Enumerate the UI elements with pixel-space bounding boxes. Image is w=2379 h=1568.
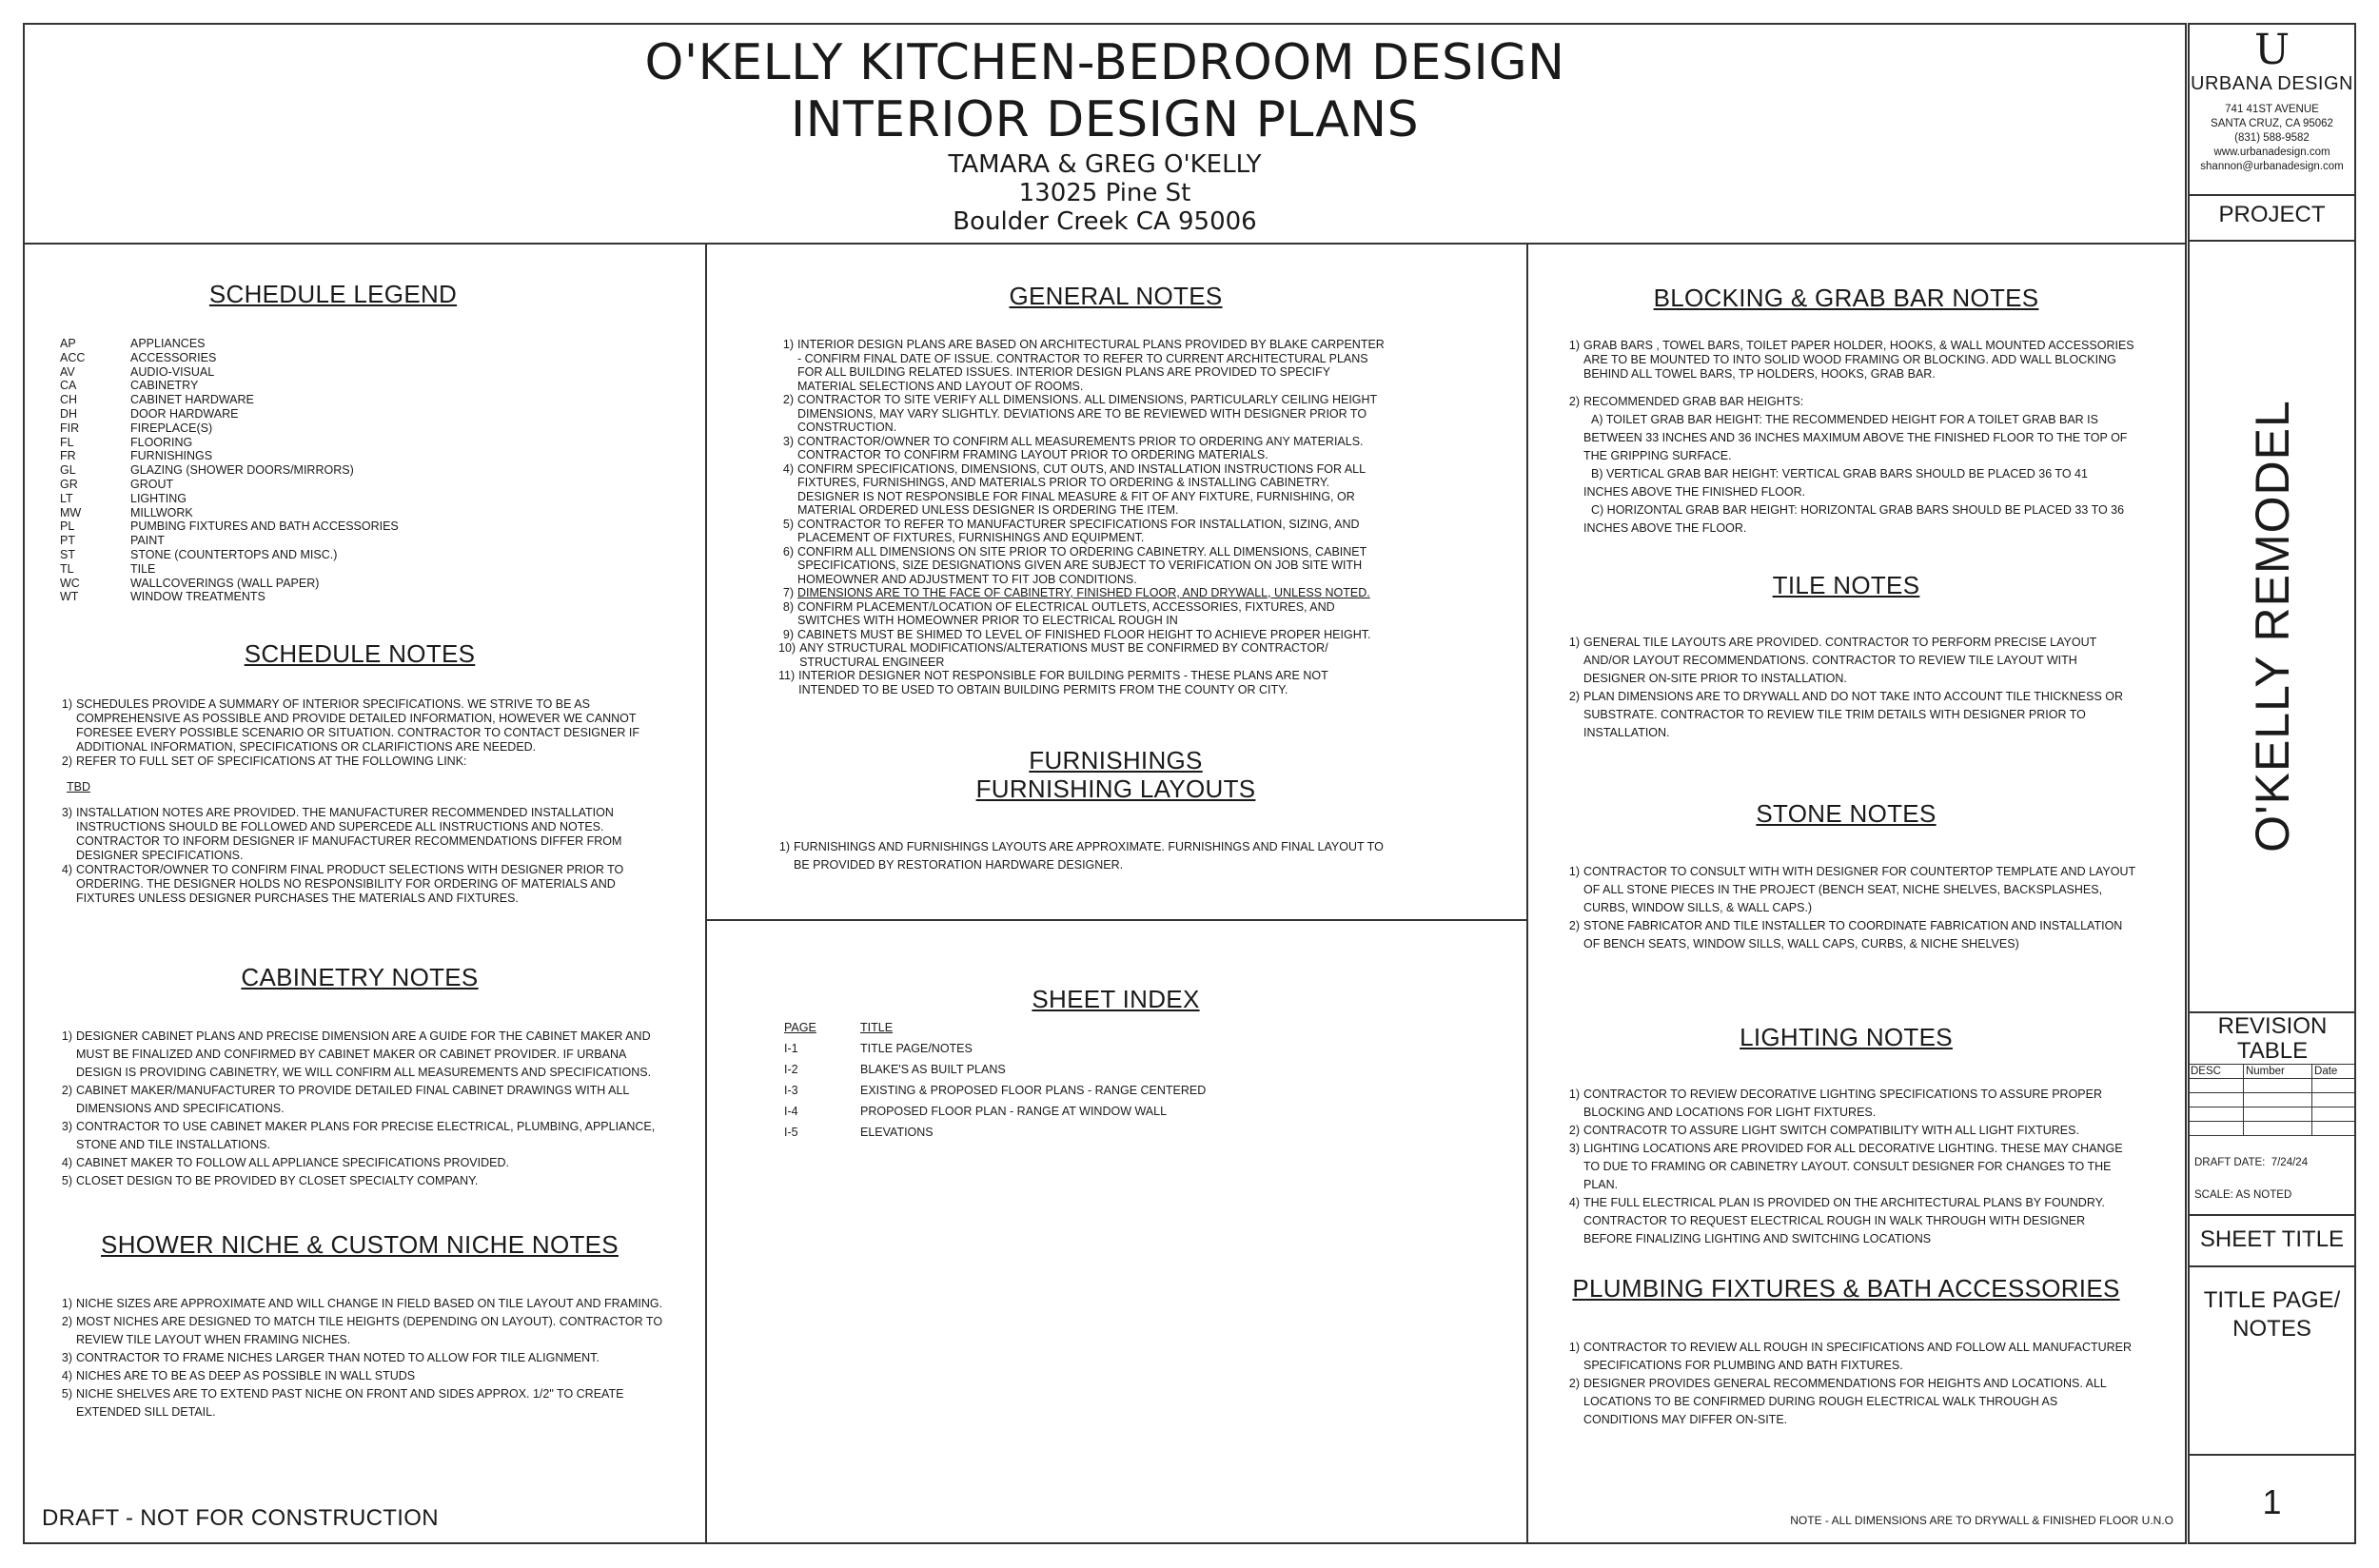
list-item: 5) CONTRACTOR TO REFER TO MANUFACTURER SPECIFICATIONS FOR INSTALLATION, SIZING, AND PLACEMENT OF FIXTURES, FURNISHINGS AND EQUIPMENT. bbox=[782, 517, 1360, 544]
tb-divider-project bbox=[2188, 194, 2356, 196]
client-street: 13025 Pine St bbox=[1018, 179, 1191, 207]
legend-row: TL TILE bbox=[60, 561, 156, 576]
project-title: O'KELLY KITCHEN-BEDROOM DESIGN bbox=[644, 34, 1565, 91]
list-item: 2) CABINET MAKER/MANUFACTURER TO PROVIDE DETAILED FINAL CABINET DRAWINGS WITH ALL DIMENSIONS AND SPECIFICATIONS. bbox=[61, 1084, 629, 1115]
blocking-notes bbox=[1564, 339, 2135, 538]
list-item: 4) CONFIRM SPECIFICATIONS, DIMENSIONS, CUT OUTS, AND INSTALLATION INSTRUCTIONS FOR ALL FIXTURES, FURNISHINGS, AND MATERIALS PRIOR TO ORDERING & INSTALLING CABINETRY. DESIGNER IS NOT RESPONSIBLE FOR FINAL MEASURE & FIT OF ANY FIXTURE, FURNISHING, OR MATERIAL ORDERED UNLESS DESIGNER IS ORDERING THE ITEM. bbox=[782, 461, 1366, 517]
list-item: 5) NICHE SHELVES ARE TO EXTEND PAST NICHE ON FRONT AND SIDES APPROX. 1/2" TO CREATE EXTENDED SILL DETAIL. bbox=[61, 1387, 624, 1419]
legend-row: PT PAINT bbox=[60, 534, 165, 548]
draft-date: DRAFT DATE: 7/24/24 bbox=[2194, 1157, 2309, 1168]
legend-row: CH CABINET HARDWARE bbox=[60, 393, 254, 407]
column-divider-2 bbox=[1526, 243, 1528, 1544]
draft-notice: DRAFT - NOT FOR CONSTRUCTION bbox=[42, 1505, 439, 1531]
legend-row: DH DOOR HARDWARE bbox=[60, 406, 239, 421]
list-item: 10) ANY STRUCTURAL MODIFICATIONS/ALTERATIONS MUST BE CONFIRMED BY CONTRACTOR/ STRUCTURAL ENGINEER bbox=[778, 641, 1328, 669]
tb-divider-sheet-number bbox=[2188, 1454, 2356, 1456]
list-item: 1) DESIGNER CABINET PLANS AND PRECISE DIMENSION ARE A GUIDE FOR THE CABINET MAKER AND MUST BE FINALIZED AND CONFIRMED BY CABINET MAKER OR CABINET PROVIDER. IF URBANA DESIGN IS PROVIDING CABINETRY, WE WILL CONFIRM ALL MEASUREMENTS AND SPECIFICATIONS. bbox=[61, 1029, 652, 1079]
list-item: 2) CONTRACOTR TO ASSURE LIGHT SWITCH COMPATIBILITY WITH ALL LIGHT FIXTURES. bbox=[1568, 1124, 2079, 1137]
sheet-number: 1 bbox=[2262, 1482, 2282, 1521]
list-item: 1) CONTRACTOR TO CONSULT WITH WITH DESIGNER FOR COUNTERTOP TEMPLATE AND LAYOUT OF ALL STONE PIECES IN THE PROJECT (BENCH SEAT, NICHE SHELVES, BACKSPLASHES, CURBS, WINDOW SILLS, & WALL CAPS.) bbox=[1568, 865, 2135, 914]
legend-row: FL FLOORING bbox=[60, 435, 193, 449]
schedule-legend bbox=[60, 337, 631, 604]
list-item: 3) CONTRACTOR TO FRAME NICHES LARGER THAN NOTED TO ALLOW FOR TILE ALIGNMENT. bbox=[61, 1351, 600, 1364]
revision-title: REVISION TABLE bbox=[2217, 1013, 2328, 1064]
list-item: 1) NICHE SIZES ARE APPROXIMATE AND WILL CHANGE IN FIELD BASED ON TILE LAYOUT AND FRAMING. bbox=[61, 1297, 663, 1310]
plumbing-notes-heading: PLUMBING FIXTURES & BATH ACCESSORIES bbox=[1572, 1274, 2120, 1303]
legend-row: FR FURNISHINGS bbox=[60, 449, 213, 463]
scale: SCALE: AS NOTED bbox=[2194, 1189, 2292, 1201]
general-notes bbox=[778, 338, 1387, 696]
blocking-notes-heading: BLOCKING & GRAB BAR NOTES bbox=[1653, 284, 2039, 312]
list-item: 4) CONTRACTOR/OWNER TO CONFIRM FINAL PRODUCT SELECTIONS WITH DESIGNER PRIOR TO ORDERING. THE DESIGNER HOLDS NO RESPONSIBILITY FOR ORDERING OF MATERIALS AND FIXTURES UNLESS DESIGNER PURCHASES THE MATERIALS AND FIXTURES. bbox=[61, 863, 624, 905]
sheet-index-heading: SHEET INDEX bbox=[1032, 985, 1200, 1013]
firm-email[interactable]: shannon@urbanadesign.com bbox=[2200, 161, 2344, 172]
project-label: PROJECT bbox=[2218, 202, 2326, 227]
legend-row: AV AUDIO-VISUAL bbox=[60, 364, 215, 379]
list-item: 2) REFER TO FULL SET OF SPECIFICATIONS AT THE FOLLOWING LINK: bbox=[61, 755, 467, 768]
rev-header-number: Number bbox=[2243, 1065, 2311, 1079]
client-city: Boulder Creek CA 95006 bbox=[953, 207, 1257, 236]
sheet-index-header: PAGE TITLE bbox=[784, 1021, 894, 1034]
schedule-notes bbox=[57, 697, 666, 906]
legend-row: AP APPLIANCES bbox=[60, 337, 206, 350]
legend-row: FIR FIREPLACE(S) bbox=[60, 421, 213, 435]
firm-web[interactable]: www.urbanadesign.com bbox=[2213, 147, 2330, 158]
project-subtitle: INTERIOR DESIGN PLANS bbox=[790, 91, 1420, 148]
legend-row: ST STONE (COUNTERTOPS AND MISC.) bbox=[60, 547, 338, 561]
schedule-legend-heading: SCHEDULE LEGEND bbox=[208, 280, 458, 308]
legend-row: WT WINDOW TREATMENTS bbox=[60, 590, 265, 604]
firm-block bbox=[2188, 26, 2356, 174]
niche-notes-heading: SHOWER NICHE & CUSTOM NICHE NOTES bbox=[101, 1230, 619, 1259]
sheet-index-row: I-5 ELEVATIONS bbox=[784, 1126, 934, 1139]
firm-phone: (831) 588-9582 bbox=[2234, 132, 2310, 144]
firm-name: URBANA DESIGN bbox=[2191, 73, 2353, 94]
list-item: 2) RECOMMENDED GRAB BAR HEIGHTS: A) TOILET GRAB BAR HEIGHT: THE RECOMMENDED HEIGHT FOR A TOILET GRAB BAR IS BETWEEN 33 INCHES AND 36 INCHES MAXIMUM ABOVE THE FINISHED FLOOR TO THE TOP OF THE GRIPPING SURFACE. B) VERTICAL GRAB BAR HEIGHT: VERTICAL GRAB BARS SHOULD BE PLACED 36 TO 41 INCHES ABOVE THE FINISHED FLOOR. C) HORIZONTAL GRAB BAR HEIGHT: HORIZONTAL GRAB BARS SHOULD BE PLACED 33 TO 36 INCHES ABOVE THE FLOOR. bbox=[1568, 395, 2128, 535]
project-name: O'KELLY REMODEL bbox=[2245, 399, 2299, 853]
list-item: 2) DESIGNER PROVIDES GENERAL RECOMMENDATIONS FOR HEIGHTS AND LOCATIONS. ALL LOCATIONS TO BE CONFIRMED DURING ROUGH ELECTRICAL WALK THROUGH AS CONDITIONS MAY DIFFER ON-SITE. bbox=[1568, 1377, 2107, 1426]
lighting-notes bbox=[1564, 1086, 2135, 1248]
legend-row: MW MILLWORK bbox=[60, 505, 193, 519]
niche-notes bbox=[57, 1295, 666, 1421]
middle-divider bbox=[705, 919, 1526, 921]
dimension-note: NOTE - ALL DIMENSIONS ARE TO DRYWALL & FINISHED FLOOR U.N.O bbox=[1790, 1514, 2173, 1527]
list-item: 11) INTERIOR DESIGNER NOT RESPONSIBLE FOR BUILDING PERMITS - THESE PLANS ARE NOT INTENDED TO BE USED TO OBTAIN BUILDING PERMITS FROM THE COUNTY OR CITY. bbox=[778, 669, 1328, 696]
tb-divider-sheet-title-bottom bbox=[2188, 1265, 2356, 1267]
schedule-notes-heading: SCHEDULE NOTES bbox=[244, 639, 476, 668]
list-item: 9) CABINETS MUST BE SHIMED TO LEVEL OF FINISHED FLOOR HEIGHT TO ACHIEVE PROPER HEIGHT. bbox=[782, 627, 1371, 641]
list-item: 3) CONTRACTOR/OWNER TO CONFIRM ALL MEASUREMENTS PRIOR TO ORDERING ANY MATERIALS. CONTRACTOR TO CONFIRM FRAMING LAYOUT PRIOR TO ORDERING MATERIALS. bbox=[782, 434, 1364, 461]
furnishings-heading: FURNISHINGS FURNISHING LAYOUTS bbox=[975, 746, 1256, 803]
list-item: 2) CONTRACTOR TO SITE VERIFY ALL DIMENSIONS. ALL DIMENSIONS, PARTICULARLY CEILING HEIGHT DIMENSIONS, MAY VARY SLIGHTLY. DEVIATIONS ARE TO BE REVIEWED WITH DESIGNER PRIOR TO CONSTRUCTION. bbox=[782, 393, 1377, 434]
list-item: 2) PLAN DIMENSIONS ARE TO DRYWALL AND DO NOT TAKE INTO ACCOUNT TILE THICKNESS OR SUBSTRATE. CONTRACTOR TO REVIEW TILE TRIM DETAILS WITH DESIGNER PRIOR TO INSTALLATION. bbox=[1568, 690, 2124, 739]
header bbox=[23, 34, 2187, 236]
list-item: 3) LIGHTING LOCATIONS ARE PROVIDED FOR ALL DECORATIVE LIGHTING. THESE MAY CHANGE TO DUE TO FRAMING OR CABINETRY LAYOUT. CONSULT DESIGNER FOR CHANGES TO THE PLAN. bbox=[1568, 1142, 2123, 1191]
plumbing-notes bbox=[1564, 1339, 2135, 1429]
stone-notes-heading: STONE NOTES bbox=[1756, 799, 1937, 828]
stone-notes bbox=[1564, 863, 2135, 953]
sheet-index bbox=[784, 1017, 1355, 1143]
cabinetry-notes-heading: CABINETRY NOTES bbox=[241, 963, 479, 991]
list-item: 1) CONTRACTOR TO REVIEW ALL ROUGH IN SPECIFICATIONS AND FOLLOW ALL MANUFACTURER SPECIFICATIONS FOR PLUMBING AND BATH FIXTURES. bbox=[1568, 1341, 2133, 1372]
general-notes-heading: GENERAL NOTES bbox=[1009, 282, 1223, 310]
legend-row: LT LIGHTING bbox=[60, 491, 187, 505]
list-item: 1) GRAB BARS , TOWEL BARS, TOILET PAPER HOLDER, HOOKS, & WALL MOUNTED ACCESSORIES ARE TO BE MOUNTED TO INTO SOLID WOOD FRAMING OR BLOCKING. ADD WALL BLOCKING BEHIND ALL TOWEL BARS, TP HOLDERS, HOOKS, GRAB BAR. bbox=[1568, 339, 2134, 381]
list-item: 1) INTERIOR DESIGN PLANS ARE BASED ON ARCHITECTURAL PLANS PROVIDED BY BLAKE CARPENTER - CONFIRM FINAL DATE OF ISSUE. CONTRACTOR TO REFER TO CURRENT ARCHITECTURAL PLANS FOR ALL BUILDING RELATED ISSUES. INTERIOR DESIGN PLANS ARE PROVIDED TO SPECIFY MATERIAL SELECTIONS AND LAYOUT OF ROOMS. bbox=[782, 338, 1385, 393]
firm-address1: 741 41ST AVENUE bbox=[2225, 104, 2319, 115]
rev-header-desc: DESC bbox=[2189, 1065, 2244, 1079]
legend-row: CA CABINETRY bbox=[60, 379, 199, 393]
sheet-index-row: I-1 TITLE PAGE/NOTES bbox=[784, 1042, 973, 1055]
client-names: TAMARA & GREG O'KELLY bbox=[948, 150, 1262, 179]
cabinetry-notes bbox=[57, 1028, 666, 1190]
furnishings-notes bbox=[775, 838, 1393, 874]
column-divider-1 bbox=[705, 243, 707, 1544]
list-item: 4) THE FULL ELECTRICAL PLAN IS PROVIDED ON THE ARCHITECTURAL PLANS BY FOUNDRY. CONTRACTOR TO REQUEST ELECTRICAL ROUGH IN WALK THROUGH WITH DESIGNER BEFORE FINALIZING LIGHTING AND SWITCHING LOCATIONS bbox=[1568, 1196, 2105, 1245]
list-item: 3) INSTALLATION NOTES ARE PROVIDED. THE MANUFACTURER RECOMMENDED INSTALLATION INSTRUCTIONS SHOULD BE FOLLOWED AND SUPERCEDE ALL INSTRUCTIONS AND NOTES. CONTRACTOR TO INFORM DESIGNER IF MANUFACTURER RECOMMENDATIONS DIFFER FROM DESIGNER SPECIFICATIONS. bbox=[61, 806, 622, 862]
firm-address2: SANTA CRUZ, CA 95062 bbox=[2211, 118, 2333, 129]
list-item: 6) CONFIRM ALL DIMENSIONS ON SITE PRIOR TO ORDERING CABINETRY. ALL DIMENSIONS, CABINET SPECIFICATIONS, SIZE DESIGNATIONS GIVEN ARE SUBJECT TO VERIFICATION ON JOB SITE WITH HOMEOWNER AND ADJUSTMENT TO FIT JOB CONDITIONS. bbox=[782, 544, 1367, 586]
list-item: 4) CABINET MAKER TO FOLLOW ALL APPLIANCE SPECIFICATIONS PROVIDED. bbox=[61, 1156, 509, 1169]
list-item: 7) DIMENSIONS ARE TO THE FACE OF CABINETRY, FINISHED FLOOR, AND DRYWALL, UNLESS NOTED. bbox=[782, 586, 1370, 599]
lighting-notes-heading: LIGHTING NOTES bbox=[1740, 1023, 1953, 1051]
list-item: 3) CONTRACTOR TO USE CABINET MAKER PLANS FOR PRECISE ELECTRICAL, PLUMBING, APPLIANCE, STONE AND TILE INSTALLATIONS. bbox=[61, 1120, 656, 1151]
tile-notes bbox=[1564, 634, 2135, 742]
list-item: 2) STONE FABRICATOR AND TILE INSTALLER TO COORDINATE FABRICATION AND INSTALLATION OF BENCH SEATS, WINDOW SILLS, WALL CAPS, CURBS, & NICHE SHELVES) bbox=[1568, 919, 2123, 951]
header-divider bbox=[23, 243, 2187, 245]
list-item: 1) FURNISHINGS AND FURNISHINGS LAYOUTS ARE APPROXIMATE. FURNISHINGS AND FINAL LAYOUT TO BE PROVIDED BY RESTORATION HARDWARE DESIGNER. bbox=[778, 840, 1384, 872]
sheet-index-row: I-4 PROPOSED FLOOR PLAN - RANGE AT WINDOW WALL bbox=[784, 1105, 1168, 1118]
list-item: 1) SCHEDULES PROVIDE A SUMMARY OF INTERIOR SPECIFICATIONS. WE STRIVE TO BE AS COMPREHENSIVE AS POSSIBLE AND PROVIDE DETAILED INFORMATION, HOWEVER WE CANNOT FORESEE EVERY POSSIBLE SCENARIO OR SITUATION. CONTRACTOR TO CONTACT DESIGNER IF ADDITIONAL INFORMATION, SPECIFICATIONS OR CLARIFICTIONS ARE NEEDED. bbox=[61, 697, 640, 754]
legend-row: GL GLAZING (SHOWER DOORS/MIRRORS) bbox=[60, 463, 354, 478]
firm-logo: U bbox=[2253, 26, 2291, 74]
legend-row: ACC ACCESSORIES bbox=[60, 350, 217, 364]
legend-row: WC WALLCOVERINGS (WALL PAPER) bbox=[60, 576, 320, 590]
list-item: 2) MOST NICHES ARE DESIGNED TO MATCH TILE HEIGHTS (DEPENDING ON LAYOUT). CONTRACTOR TO REVIEW TILE LAYOUT WHEN FRAMING NICHES. bbox=[61, 1315, 663, 1346]
spec-link[interactable]: TBD bbox=[67, 780, 90, 794]
list-item: 8) CONFIRM PLACEMENT/LOCATION OF ELECTRICAL OUTLETS, ACCESSORIES, FIXTURES, AND SWITCHES WITH HOMEOWNER PRIOR TO ELECTRICAL ROUGH IN bbox=[782, 599, 1335, 627]
sheet-title: TITLE PAGE/ NOTES bbox=[2203, 1287, 2341, 1342]
list-item: 4) NICHES ARE TO BE AS DEEP AS POSSIBLE IN WALL STUDS bbox=[61, 1369, 416, 1382]
tile-notes-heading: TILE NOTES bbox=[1772, 571, 1920, 599]
rev-header-date: Date bbox=[2312, 1065, 2356, 1079]
list-item: 1) CONTRACTOR TO REVIEW DECORATIVE LIGHTING SPECIFICATIONS TO ASSURE PROPER BLOCKING AND LOCATIONS FOR LIGHT FIXTURES. bbox=[1568, 1088, 2102, 1119]
sheet-index-row: I-3 EXISTING & PROPOSED FLOOR PLANS - RANGE CENTERED bbox=[784, 1084, 1207, 1097]
list-item: 1) GENERAL TILE LAYOUTS ARE PROVIDED. CONTRACTOR TO PERFORM PRECISE LAYOUT AND/OR LAYOUT RECOMMENDATIONS. CONTRACTOR TO REVIEW TILE LAYOUT WITH DESIGNER ON-SITE PRIOR TO INSTALLATION. bbox=[1568, 636, 2097, 685]
revision-table bbox=[2188, 1064, 2356, 1136]
tb-divider-sheet-title bbox=[2188, 1214, 2356, 1216]
sheet-index-row: I-2 BLAKE'S AS BUILT PLANS bbox=[784, 1063, 1006, 1076]
list-item: 5) CLOSET DESIGN TO BE PROVIDED BY CLOSET SPECIALTY COMPANY. bbox=[61, 1174, 479, 1187]
legend-row: PL PUMBING FIXTURES AND BATH ACCESSORIES bbox=[60, 519, 399, 534]
legend-row: GR GROUT bbox=[60, 477, 174, 491]
sheet-title-label: SHEET TITLE bbox=[2199, 1226, 2345, 1252]
